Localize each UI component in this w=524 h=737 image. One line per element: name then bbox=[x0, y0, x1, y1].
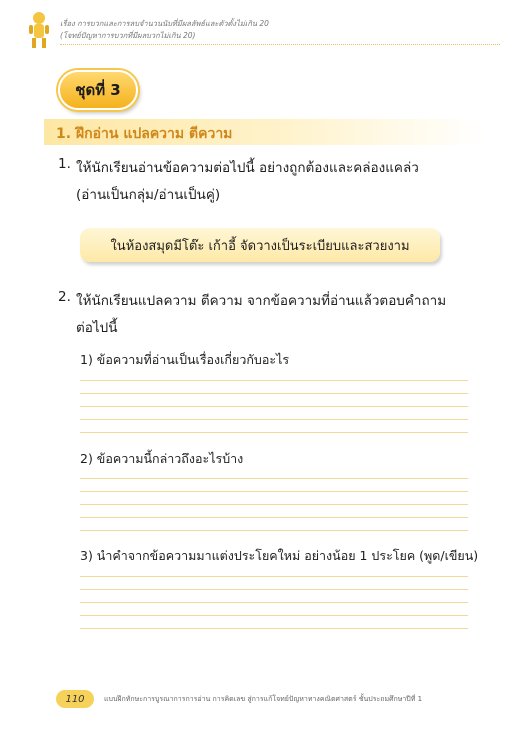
answer-lines-2[interactable] bbox=[80, 478, 468, 543]
question-2-number: 2. bbox=[58, 289, 71, 305]
section-title: 1. ฝึกอ่าน แปลความ ตีความ bbox=[56, 126, 233, 142]
page-number-badge bbox=[56, 690, 94, 708]
question-1-instruction: (อ่านเป็นกลุ่ม/อ่านเป็นคู่) bbox=[76, 187, 221, 203]
answer-lines-3[interactable] bbox=[80, 576, 468, 641]
reading-passage-box bbox=[80, 228, 440, 262]
question-1-text: ให้นักเรียนอ่านข้อความต่อไปนี้ อย่างถูกต้องและคล่องแคล่ว bbox=[76, 160, 419, 176]
question-1-number: 1. bbox=[58, 156, 71, 172]
sub-question-2: 2) ข้อความนี้กล่าวถึงอะไรบ้าง bbox=[80, 451, 244, 466]
set-badge bbox=[58, 70, 138, 110]
sub-question-1: 1) ข้อความที่อ่านเป็นเรื่องเกี่ยวกับอะไร bbox=[80, 352, 290, 367]
reading-passage: ในห้องสมุดมีโต๊ะ เก้าอี้ จัดวางเป็นระเบียบและสวยงาม bbox=[110, 238, 410, 254]
sub-question-3: 3) นำคำจากข้อความมาแต่งประโยคใหม่ อย่างน้อย 1 ประโยค (พูด/เขียน) bbox=[80, 548, 479, 563]
header-subtopic: (โจทย์ปัญหาการบวกที่มีผลบวกไม่เกิน 20) bbox=[60, 31, 196, 40]
question-2-text-cont: ต่อไปนี้ bbox=[76, 320, 118, 336]
header-divider bbox=[60, 44, 500, 45]
question-2-text: ให้นักเรียนแปลความ ตีความ จากข้อความที่อ่านแล้วตอบคำถาม bbox=[76, 293, 447, 309]
answer-lines-1[interactable] bbox=[80, 380, 468, 445]
set-label: ชุดที่ 3 bbox=[75, 81, 121, 99]
section-title-bar bbox=[44, 119, 486, 145]
footer-text: แบบฝึกทักษะการบูรณาการการอ่าน การคิดเลข สู่การแก้โจทย์ปัญหาทางคณิตศาสตร์ ชั้นประถมศึกษาปีที่ 1 bbox=[104, 695, 423, 703]
page-footer bbox=[56, 690, 472, 710]
page-header bbox=[26, 10, 506, 52]
school-mascot-icon bbox=[26, 10, 52, 50]
header-topic: เรื่อง การบวกและการลบจำนวนนับที่มีผลลัพธ์และตัวตั้งไม่เกิน 20 bbox=[60, 19, 269, 28]
page-number: 110 bbox=[65, 693, 85, 705]
